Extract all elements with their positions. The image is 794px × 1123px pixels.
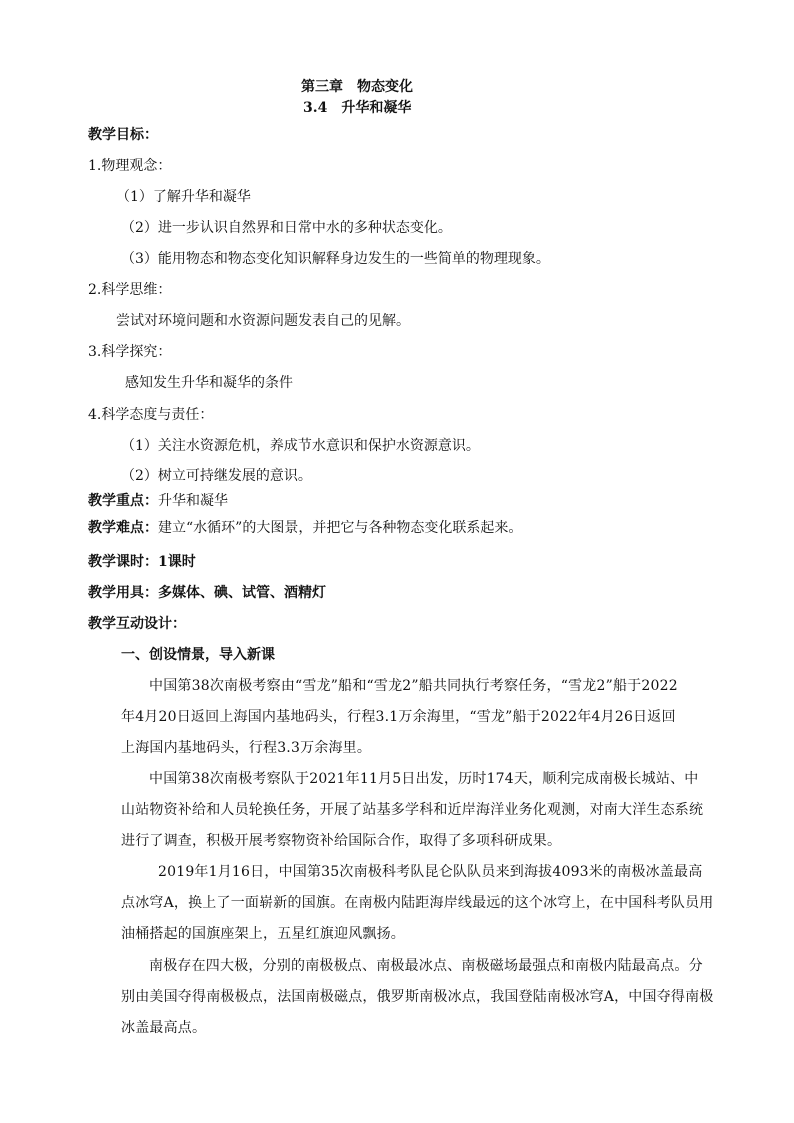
paragraph-line: 年4月20日返回上海国内基地码头，行程3.1万余海里，“雪龙”船于2022年4月26日返回 xyxy=(121,709,676,725)
key-point-label: 教学重点： xyxy=(88,493,158,509)
paragraph-line: 中国第38次南极考察队于2021年11月5日出发，历时174天，顺利完成南极长城站、中 xyxy=(149,771,699,787)
physics-concept-item-1: （1）了解升华和凝华 xyxy=(116,189,251,205)
section1-title: 一、创设情景，导入新课 xyxy=(121,647,275,663)
physics-concept-heading: 1.物理观念： xyxy=(88,158,172,174)
chapter-title: 第三章 物态变化 xyxy=(301,79,413,95)
paragraph-line: 山站物资补给和人员轮换任务，开展了站基多学科和近岸海洋业务化观测，对南大洋生态系统 xyxy=(121,802,704,818)
attitude-item-2: （2）树立可持继发展的意识。 xyxy=(121,468,312,484)
paragraph-line: 中国第38次南极考察由“雪龙”船和“雪龙2”船共同执行考察任务，“雪龙2”船于2022 xyxy=(149,678,678,694)
section-title: 3.4 升华和凝华 xyxy=(303,100,412,116)
physics-concept-item-2: （2）进一步认识自然界和日常中水的多种状态变化。 xyxy=(121,220,452,236)
teaching-periods: 教学课时：1课时 xyxy=(88,554,196,570)
difficulty-label: 教学难点： xyxy=(88,520,158,536)
paragraph-line: 别由美国夺得南极极点，法国南极磁点，俄罗斯南极冰点，我国登陆南极冰穹A，中国夺得南极 xyxy=(121,989,714,1005)
paragraph-line: 上海国内基地码头，行程3.3万余海里。 xyxy=(121,740,372,756)
difficulty xyxy=(88,519,522,537)
teaching-tools: 教学用具：多媒体、碘、试管、酒精灯 xyxy=(88,585,326,601)
paragraph-line: 冰盖最高点。 xyxy=(121,1020,207,1036)
attitude-heading: 4.科学态度与责任： xyxy=(88,407,214,423)
key-point-text: 升华和凝华 xyxy=(158,493,228,509)
physics-concept-item-3: （3）能用物态和物态变化知识解释身边发生的一些简单的物理现象。 xyxy=(121,251,550,267)
objectives-heading: 教学目标： xyxy=(88,127,158,143)
scientific-inquiry-text: 感知发生升华和凝华的条件 xyxy=(125,375,293,391)
paragraph-line: 南极存在四大极，分别的南极极点、南极最冰点、南极磁场最强点和南极内陆最高点。分 xyxy=(149,958,703,974)
scientific-inquiry-heading: 3.科学探究： xyxy=(88,344,172,360)
attitude-item-1: （1）关注水资源危机，养成节水意识和保护水资源意识。 xyxy=(121,438,480,454)
key-point xyxy=(88,492,228,510)
design-heading: 教学互动设计： xyxy=(88,616,186,632)
scientific-thinking-text: 尝试对环境问题和水资源问题发表自己的见解。 xyxy=(116,313,410,329)
scientific-thinking-heading: 2.科学思维： xyxy=(88,282,172,298)
paragraph-line: 进行了调查，积极开展考察物资补给国际合作，取得了多项科研成果。 xyxy=(121,833,562,849)
paragraph-line: 点冰穹A，换上了一面崭新的国旗。在南极内陆距海岸线最远的这个冰穹上，在中国科考队员用 xyxy=(121,895,714,911)
paragraph-line: 2019年1月16日，中国第35次南极科考队昆仑队队员来到海拔4093米的南极冰盖最高 xyxy=(158,864,703,880)
difficulty-text: 建立“水循环”的大图景，并把它与各种物态变化联系起来。 xyxy=(158,520,523,536)
paragraph-line: 油桶搭起的国旗座架上，五星红旗迎风飘扬。 xyxy=(121,926,405,942)
